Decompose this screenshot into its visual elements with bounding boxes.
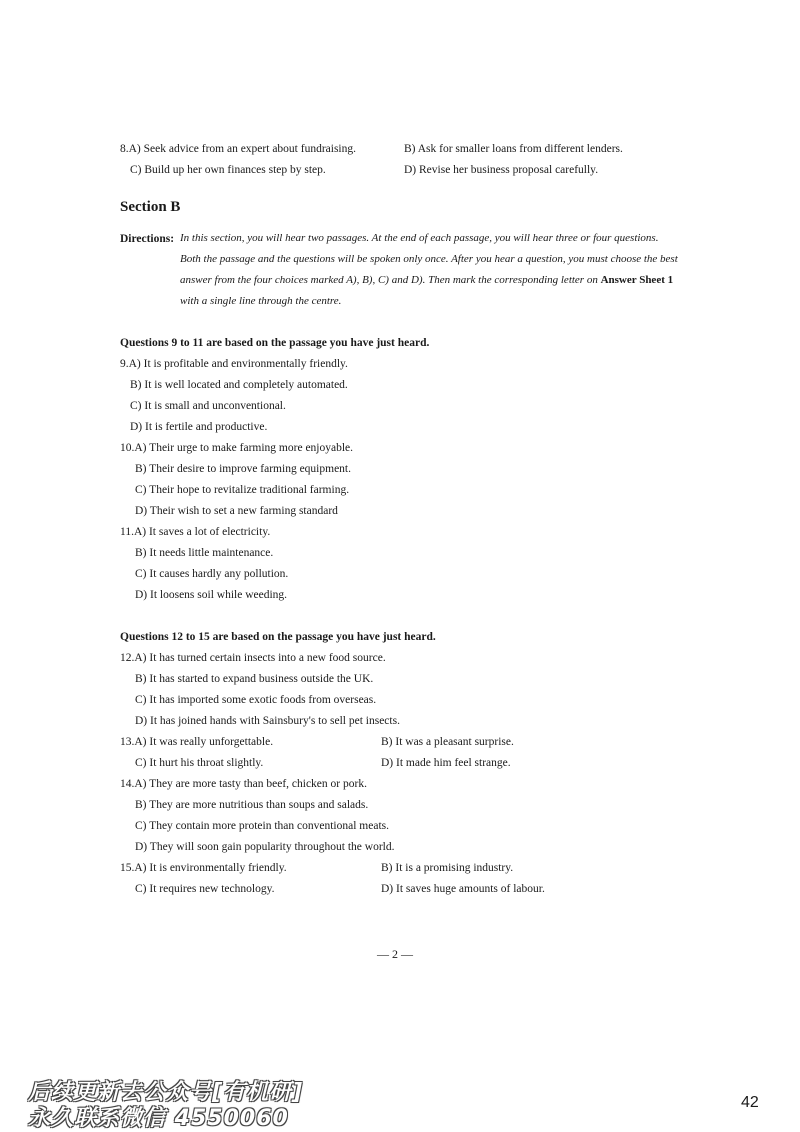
q8-option-a: 8.A) Seek advice from an expert about fundraising. bbox=[120, 143, 356, 155]
group1-title: Questions 9 to 11 are based on the passage you have just heard. bbox=[120, 337, 430, 349]
q10-option-d: D) Their wish to set a new farming standard bbox=[135, 505, 338, 517]
q14-option-c: C) They contain more protein than conventional meats. bbox=[135, 820, 389, 832]
q14-option-a: 14.A) They are more tasty than beef, chicken or pork. bbox=[120, 778, 367, 790]
q13-option-a: 13.A) It was really unforgettable. bbox=[120, 736, 274, 748]
q8-option-c: C) Build up her own finances step by step. bbox=[130, 164, 326, 176]
q15-option-a: 15.A) It is environmentally friendly. bbox=[120, 862, 287, 874]
group2-title: Questions 12 to 15 are based on the passage you have just heard. bbox=[120, 631, 436, 643]
answer-sheet-label: Answer Sheet 1 bbox=[600, 274, 674, 286]
watermark-line-2: 永久联系微信 4550060 bbox=[28, 1106, 289, 1131]
q14-option-d: D) They will soon gain popularity throughout the world. bbox=[135, 841, 395, 853]
q11-option-d: D) It loosens soil while weeding. bbox=[135, 589, 288, 601]
q12-option-d: D) It has joined hands with Sainsbury's to sell pet insects. bbox=[135, 715, 400, 727]
section-heading: Section B bbox=[120, 199, 181, 215]
q9-option-d: D) It is fertile and productive. bbox=[130, 421, 268, 433]
q15-option-d: D) It saves huge amounts of labour. bbox=[381, 883, 545, 895]
q13-option-d: D) It made him feel strange. bbox=[381, 757, 511, 769]
q8-number: 8. bbox=[120, 143, 129, 155]
directions-text: In this section, you will hear two passages. At the end of each passage, you will hear three or four questions. Both the passage and the questions will be spoken only once. After you hear a question, you must choose the best answer from the four choices marked A), B), C) and D). Then mark the corresponding letter on Answer Sheet 1 with a single line through the centre. bbox=[180, 232, 678, 307]
q13-option-b: B) It was a pleasant surprise. bbox=[381, 736, 514, 748]
watermark-line-1: 后续更新去公众号[有机研] bbox=[28, 1080, 304, 1105]
q15-option-b: B) It is a promising industry. bbox=[381, 862, 514, 874]
q9-option-b: B) It is well located and completely automated. bbox=[130, 379, 348, 391]
q12-option-b: B) It has started to expand business outside the UK. bbox=[135, 673, 374, 685]
directions-label: Directions: bbox=[120, 233, 175, 245]
q10-option-a: 10.A) Their urge to make farming more enjoyable. bbox=[120, 442, 354, 454]
q15-option-c: C) It requires new technology. bbox=[135, 883, 275, 895]
q13-option-c: C) It hurt his throat slightly. bbox=[135, 757, 264, 769]
corner-page-number: 42 bbox=[741, 1094, 759, 1111]
q9-option-a: 9.A) It is profitable and environmentally friendly. bbox=[120, 358, 348, 370]
q12-option-a: 12.A) It has turned certain insects into a new food source. bbox=[120, 652, 386, 664]
q14-option-b: B) They are more nutritious than soups and salads. bbox=[135, 799, 369, 811]
q12-option-c: C) It has imported some exotic foods from overseas. bbox=[135, 694, 377, 706]
q8-option-b: B) Ask for smaller loans from different lenders. bbox=[404, 143, 623, 155]
q9-option-c: C) It is small and unconventional. bbox=[130, 400, 286, 412]
page-number: — 2 — bbox=[377, 947, 413, 961]
q11-option-c: C) It causes hardly any pollution. bbox=[135, 568, 289, 580]
q11-option-a: 11.A) It saves a lot of electricity. bbox=[120, 526, 271, 538]
q10-option-c: C) Their hope to revitalize traditional farming. bbox=[135, 484, 350, 496]
q10-option-b: B) Their desire to improve farming equipment. bbox=[135, 463, 351, 475]
q8-option-d: D) Revise her business proposal carefully. bbox=[404, 164, 599, 176]
q11-option-b: B) It needs little maintenance. bbox=[135, 547, 274, 559]
